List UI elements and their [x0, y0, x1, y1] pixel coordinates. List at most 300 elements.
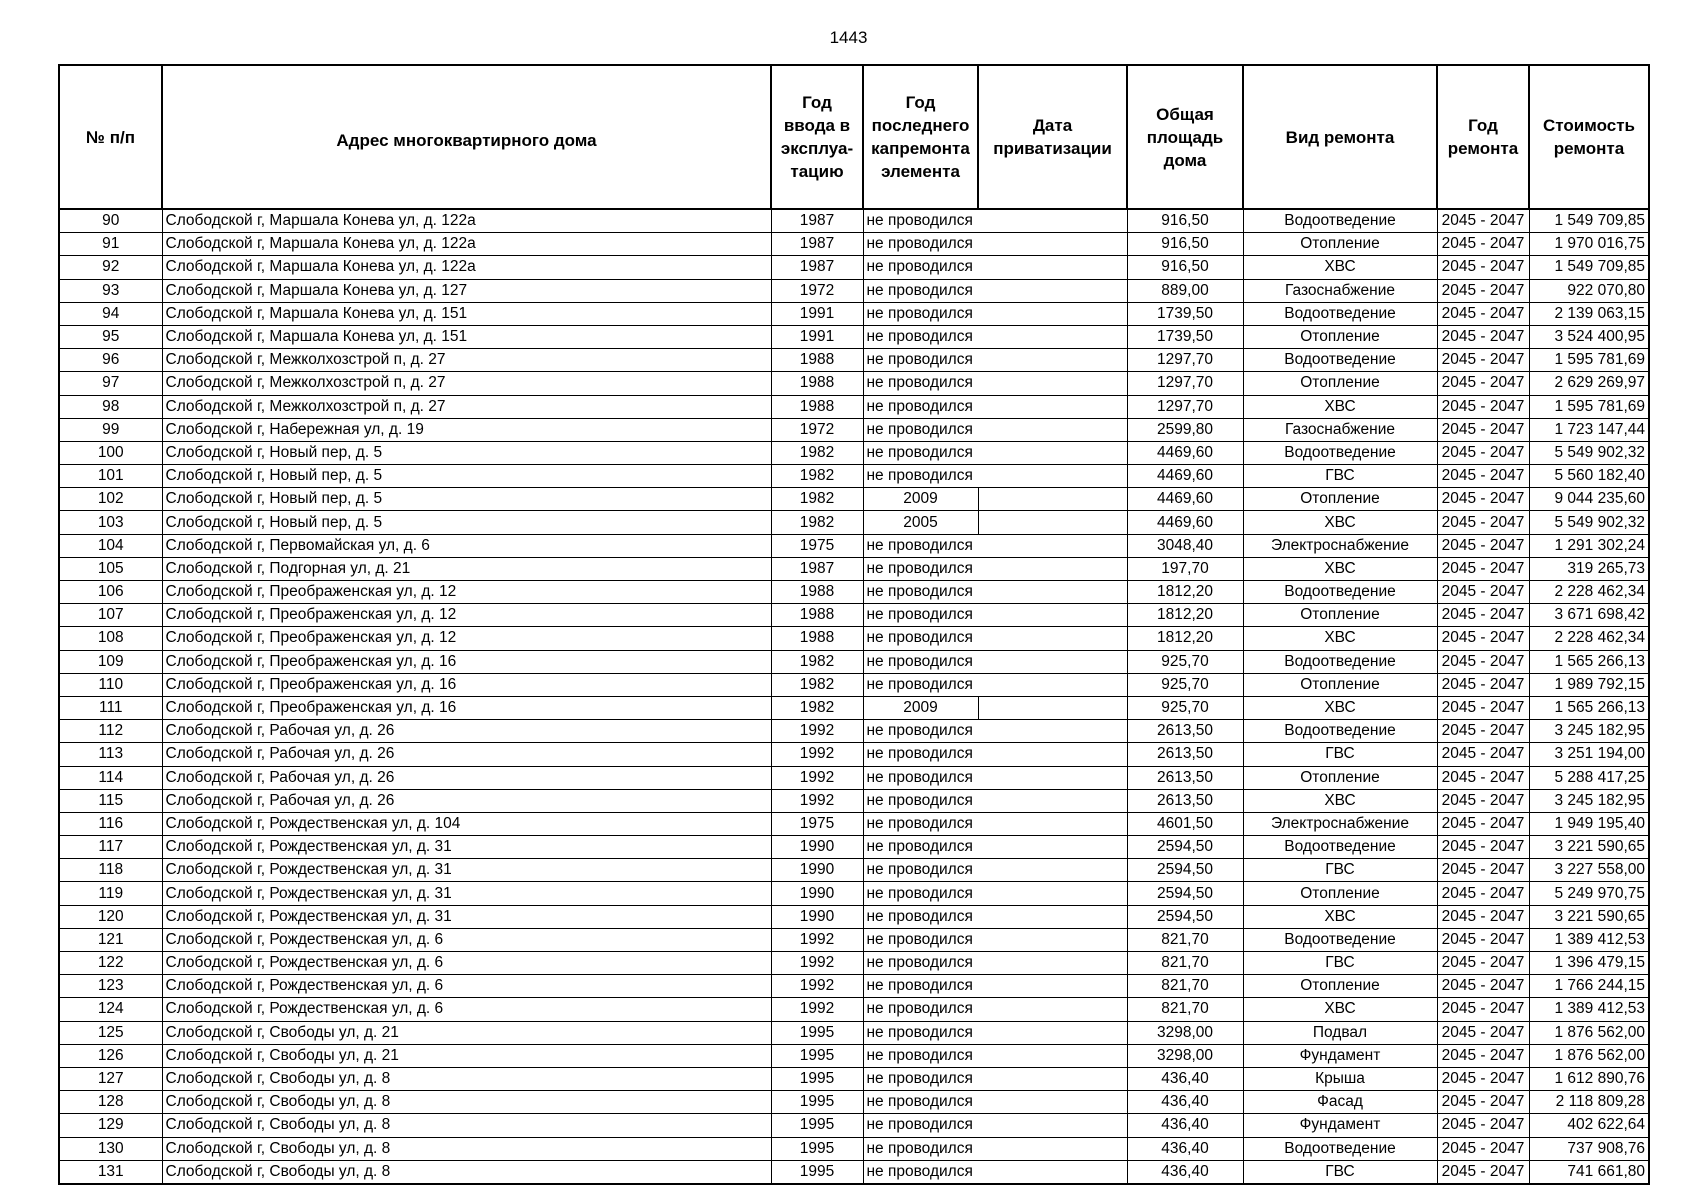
table-row [59, 256, 1649, 279]
row-cost: 922 070,80 [1529, 279, 1649, 302]
table-row [59, 604, 1649, 627]
row-number: 113 [59, 743, 162, 766]
row-cost: 2 228 462,34 [1529, 627, 1649, 650]
table-row [59, 1044, 1649, 1067]
header-address: Адрес многоквартирного дома [162, 65, 771, 209]
row-address: Слободской г, Преображенская ул, д. 16 [162, 650, 771, 673]
table-row [59, 534, 1649, 557]
row-cost: 741 661,80 [1529, 1160, 1649, 1184]
header-num: № п/п [59, 65, 162, 209]
row-privatization [978, 465, 1127, 488]
row-year-built: 1988 [771, 627, 863, 650]
row-privatization [978, 1137, 1127, 1160]
row-privatization [978, 209, 1127, 233]
row-address: Слободской г, Межколхозстрой п, д. 27 [162, 372, 771, 395]
row-cost: 3 221 590,65 [1529, 836, 1649, 859]
row-privatization [978, 998, 1127, 1021]
table-row [59, 1160, 1649, 1184]
row-privatization [978, 1091, 1127, 1114]
row-cost: 5 288 417,25 [1529, 766, 1649, 789]
row-number: 128 [59, 1091, 162, 1114]
table-row [59, 696, 1649, 719]
row-repair-years: 2045 - 2047 [1437, 418, 1529, 441]
row-number: 101 [59, 465, 162, 488]
row-number: 131 [59, 1160, 162, 1184]
row-year-built: 1988 [771, 604, 863, 627]
row-area: 436,40 [1127, 1067, 1243, 1090]
table-row [59, 650, 1649, 673]
row-year-built: 1987 [771, 209, 863, 233]
row-last-repair: не проводился [863, 1137, 978, 1160]
row-area: 2594,50 [1127, 859, 1243, 882]
row-privatization [978, 673, 1127, 696]
row-repair-type: Фундамент [1243, 1114, 1437, 1137]
row-last-repair: не проводился [863, 720, 978, 743]
row-address: Слободской г, Рабочая ул, д. 26 [162, 720, 771, 743]
row-cost: 1 723 147,44 [1529, 418, 1649, 441]
row-repair-years: 2045 - 2047 [1437, 928, 1529, 951]
row-last-repair: не проводился [863, 952, 978, 975]
row-area: 4469,60 [1127, 465, 1243, 488]
row-address: Слободской г, Рождественская ул, д. 31 [162, 905, 771, 928]
row-address: Слободской г, Рабочая ул, д. 26 [162, 766, 771, 789]
row-area: 821,70 [1127, 952, 1243, 975]
row-repair-type: Водоотведение [1243, 1137, 1437, 1160]
row-year-built: 1991 [771, 302, 863, 325]
row-area: 2594,50 [1127, 836, 1243, 859]
row-area: 889,00 [1127, 279, 1243, 302]
row-area: 925,70 [1127, 696, 1243, 719]
row-area: 821,70 [1127, 928, 1243, 951]
row-year-built: 1982 [771, 650, 863, 673]
row-repair-years: 2045 - 2047 [1437, 836, 1529, 859]
row-repair-type: ХВС [1243, 256, 1437, 279]
row-privatization [978, 256, 1127, 279]
row-repair-years: 2045 - 2047 [1437, 905, 1529, 928]
row-address: Слободской г, Рождественская ул, д. 31 [162, 859, 771, 882]
row-cost: 1 970 016,75 [1529, 233, 1649, 256]
row-repair-years: 2045 - 2047 [1437, 789, 1529, 812]
row-repair-type: Водоотведение [1243, 441, 1437, 464]
row-privatization [978, 650, 1127, 673]
row-last-repair: не проводился [863, 279, 978, 302]
row-area: 2594,50 [1127, 882, 1243, 905]
row-area: 1812,20 [1127, 604, 1243, 627]
row-privatization [978, 905, 1127, 928]
row-repair-years: 2045 - 2047 [1437, 534, 1529, 557]
table-row [59, 1091, 1649, 1114]
row-repair-type: Отопление [1243, 766, 1437, 789]
row-privatization [978, 325, 1127, 348]
row-number: 129 [59, 1114, 162, 1137]
row-number: 94 [59, 302, 162, 325]
row-repair-type: Водоотведение [1243, 928, 1437, 951]
row-cost: 1 595 781,69 [1529, 349, 1649, 372]
row-repair-type: Отопление [1243, 673, 1437, 696]
row-area: 1297,70 [1127, 395, 1243, 418]
row-repair-years: 2045 - 2047 [1437, 372, 1529, 395]
row-number: 106 [59, 581, 162, 604]
table-row [59, 418, 1649, 441]
row-area: 1297,70 [1127, 349, 1243, 372]
row-address: Слободской г, Рождественская ул, д. 6 [162, 975, 771, 998]
row-number: 126 [59, 1044, 162, 1067]
row-cost: 5 560 182,40 [1529, 465, 1649, 488]
row-repair-type: Газоснабжение [1243, 418, 1437, 441]
row-cost: 1 989 792,15 [1529, 673, 1649, 696]
row-address: Слободской г, Новый пер, д. 5 [162, 441, 771, 464]
table-body [59, 209, 1649, 1184]
row-privatization [978, 789, 1127, 812]
row-area: 4469,60 [1127, 441, 1243, 464]
row-area: 4601,50 [1127, 812, 1243, 835]
row-repair-type: Водоотведение [1243, 650, 1437, 673]
row-number: 124 [59, 998, 162, 1021]
table-row [59, 279, 1649, 302]
row-area: 4469,60 [1127, 511, 1243, 534]
row-last-repair: не проводился [863, 1114, 978, 1137]
header-privatization: Дата приватизации [978, 65, 1127, 209]
table-row [59, 557, 1649, 580]
row-area: 197,70 [1127, 557, 1243, 580]
row-repair-type: Отопление [1243, 604, 1437, 627]
row-repair-type: ХВС [1243, 789, 1437, 812]
row-year-built: 1995 [771, 1067, 863, 1090]
row-address: Слободской г, Свободы ул, д. 8 [162, 1160, 771, 1184]
row-address: Слободской г, Свободы ул, д. 8 [162, 1091, 771, 1114]
row-privatization [978, 604, 1127, 627]
row-cost: 3 227 558,00 [1529, 859, 1649, 882]
row-area: 2599,80 [1127, 418, 1243, 441]
row-year-built: 1975 [771, 534, 863, 557]
row-last-repair: не проводился [863, 812, 978, 835]
row-area: 925,70 [1127, 673, 1243, 696]
row-last-repair: не проводился [863, 302, 978, 325]
row-repair-years: 2045 - 2047 [1437, 952, 1529, 975]
row-repair-type: Водоотведение [1243, 349, 1437, 372]
row-last-repair: 2009 [863, 696, 978, 719]
table-row [59, 395, 1649, 418]
row-number: 103 [59, 511, 162, 534]
row-last-repair: не проводился [863, 418, 978, 441]
row-repair-type: Отопление [1243, 488, 1437, 511]
table-row [59, 627, 1649, 650]
row-area: 1812,20 [1127, 581, 1243, 604]
row-privatization [978, 395, 1127, 418]
row-address: Слободской г, Рождественская ул, д. 104 [162, 812, 771, 835]
row-year-built: 1972 [771, 418, 863, 441]
row-number: 108 [59, 627, 162, 650]
row-privatization [978, 581, 1127, 604]
row-privatization [978, 928, 1127, 951]
table-row [59, 325, 1649, 348]
row-year-built: 1991 [771, 325, 863, 348]
row-area: 2613,50 [1127, 789, 1243, 812]
row-year-built: 1992 [771, 766, 863, 789]
row-year-built: 1995 [771, 1137, 863, 1160]
row-last-repair: не проводился [863, 441, 978, 464]
row-privatization [978, 1021, 1127, 1044]
repair-table [58, 64, 1650, 1185]
row-number: 90 [59, 209, 162, 233]
row-address: Слободской г, Свободы ул, д. 21 [162, 1044, 771, 1067]
row-repair-type: Отопление [1243, 975, 1437, 998]
row-address: Слободской г, Рождественская ул, д. 31 [162, 836, 771, 859]
row-privatization [978, 1114, 1127, 1137]
row-number: 116 [59, 812, 162, 835]
table-row [59, 511, 1649, 534]
row-repair-type: ГВС [1243, 465, 1437, 488]
row-address: Слободской г, Набережная ул, д. 19 [162, 418, 771, 441]
row-repair-type: ГВС [1243, 859, 1437, 882]
row-area: 916,50 [1127, 233, 1243, 256]
row-address: Слободской г, Подгорная ул, д. 21 [162, 557, 771, 580]
row-last-repair: не проводился [863, 557, 978, 580]
row-year-built: 1982 [771, 488, 863, 511]
row-repair-years: 2045 - 2047 [1437, 859, 1529, 882]
row-address: Слободской г, Межколхозстрой п, д. 27 [162, 349, 771, 372]
row-privatization [978, 743, 1127, 766]
row-repair-years: 2045 - 2047 [1437, 975, 1529, 998]
row-privatization [978, 557, 1127, 580]
row-number: 99 [59, 418, 162, 441]
table-row [59, 1137, 1649, 1160]
row-area: 2613,50 [1127, 720, 1243, 743]
row-number: 98 [59, 395, 162, 418]
table-row [59, 928, 1649, 951]
table-row [59, 789, 1649, 812]
row-year-built: 1972 [771, 279, 863, 302]
row-privatization [978, 975, 1127, 998]
row-repair-type: ХВС [1243, 627, 1437, 650]
row-cost: 3 245 182,95 [1529, 789, 1649, 812]
table-row [59, 581, 1649, 604]
row-repair-type: Отопление [1243, 372, 1437, 395]
row-last-repair: не проводился [863, 928, 978, 951]
row-repair-years: 2045 - 2047 [1437, 998, 1529, 1021]
row-repair-type: Отопление [1243, 882, 1437, 905]
row-repair-type: Электроснабжение [1243, 812, 1437, 835]
row-privatization [978, 1044, 1127, 1067]
row-year-built: 1992 [771, 720, 863, 743]
row-last-repair: не проводился [863, 256, 978, 279]
row-year-built: 1982 [771, 696, 863, 719]
row-area: 916,50 [1127, 209, 1243, 233]
row-cost: 3 671 698,42 [1529, 604, 1649, 627]
row-number: 110 [59, 673, 162, 696]
table-row [59, 766, 1649, 789]
row-last-repair: не проводился [863, 650, 978, 673]
row-year-built: 1990 [771, 859, 863, 882]
row-repair-type: ХВС [1243, 557, 1437, 580]
row-last-repair: не проводился [863, 465, 978, 488]
row-repair-years: 2045 - 2047 [1437, 1044, 1529, 1067]
row-repair-type: Газоснабжение [1243, 279, 1437, 302]
row-cost: 2 228 462,34 [1529, 581, 1649, 604]
table-row [59, 209, 1649, 233]
header-repair-years: Год ремонта [1437, 65, 1529, 209]
row-repair-years: 2045 - 2047 [1437, 325, 1529, 348]
row-last-repair: не проводился [863, 581, 978, 604]
table-header-row [59, 65, 1649, 209]
row-privatization [978, 302, 1127, 325]
row-area: 3048,40 [1127, 534, 1243, 557]
row-address: Слободской г, Межколхозстрой п, д. 27 [162, 395, 771, 418]
row-area: 436,40 [1127, 1137, 1243, 1160]
row-repair-type: ХВС [1243, 905, 1437, 928]
table-row [59, 952, 1649, 975]
row-cost: 2 139 063,15 [1529, 302, 1649, 325]
table-row [59, 349, 1649, 372]
row-year-built: 1990 [771, 836, 863, 859]
row-address: Слободской г, Новый пер, д. 5 [162, 465, 771, 488]
table-row [59, 720, 1649, 743]
row-area: 1739,50 [1127, 325, 1243, 348]
row-area: 436,40 [1127, 1114, 1243, 1137]
row-repair-years: 2045 - 2047 [1437, 1114, 1529, 1137]
row-privatization [978, 511, 1127, 534]
header-last-repair: Год последнего капремонта элемента [863, 65, 978, 209]
row-repair-years: 2045 - 2047 [1437, 279, 1529, 302]
table-row [59, 975, 1649, 998]
row-cost: 1 389 412,53 [1529, 928, 1649, 951]
row-privatization [978, 279, 1127, 302]
row-area: 925,70 [1127, 650, 1243, 673]
row-repair-years: 2045 - 2047 [1437, 1067, 1529, 1090]
row-address: Слободской г, Свободы ул, д. 8 [162, 1067, 771, 1090]
row-address: Слободской г, Маршала Конева ул, д. 122а [162, 233, 771, 256]
row-year-built: 1995 [771, 1044, 863, 1067]
row-repair-years: 2045 - 2047 [1437, 650, 1529, 673]
row-repair-years: 2045 - 2047 [1437, 696, 1529, 719]
row-last-repair: не проводился [863, 766, 978, 789]
row-repair-years: 2045 - 2047 [1437, 1091, 1529, 1114]
row-repair-years: 2045 - 2047 [1437, 488, 1529, 511]
row-number: 118 [59, 859, 162, 882]
row-privatization [978, 1160, 1127, 1184]
row-year-built: 1990 [771, 905, 863, 928]
table-row [59, 673, 1649, 696]
row-repair-years: 2045 - 2047 [1437, 743, 1529, 766]
row-number: 91 [59, 233, 162, 256]
row-repair-years: 2045 - 2047 [1437, 627, 1529, 650]
row-year-built: 1995 [771, 1114, 863, 1137]
row-year-built: 1988 [771, 372, 863, 395]
row-repair-type: Водоотведение [1243, 720, 1437, 743]
row-address: Слободской г, Рождественская ул, д. 31 [162, 882, 771, 905]
row-number: 125 [59, 1021, 162, 1044]
row-year-built: 1992 [771, 743, 863, 766]
row-number: 107 [59, 604, 162, 627]
header-cost: Стоимость ремонта [1529, 65, 1649, 209]
row-cost: 1 291 302,24 [1529, 534, 1649, 557]
row-address: Слободской г, Рождественская ул, д. 6 [162, 998, 771, 1021]
row-area: 2613,50 [1127, 743, 1243, 766]
row-privatization [978, 812, 1127, 835]
row-privatization [978, 627, 1127, 650]
row-cost: 5 249 970,75 [1529, 882, 1649, 905]
row-repair-type: Отопление [1243, 233, 1437, 256]
row-year-built: 1990 [771, 882, 863, 905]
row-year-built: 1987 [771, 256, 863, 279]
row-area: 1812,20 [1127, 627, 1243, 650]
row-last-repair: не проводился [863, 349, 978, 372]
row-number: 114 [59, 766, 162, 789]
row-area: 916,50 [1127, 256, 1243, 279]
row-last-repair: не проводился [863, 882, 978, 905]
row-repair-type: Электроснабжение [1243, 534, 1437, 557]
row-privatization [978, 372, 1127, 395]
table-row [59, 1021, 1649, 1044]
row-privatization [978, 836, 1127, 859]
row-privatization [978, 441, 1127, 464]
table-row [59, 372, 1649, 395]
row-number: 95 [59, 325, 162, 348]
row-last-repair: не проводился [863, 209, 978, 233]
row-privatization [978, 488, 1127, 511]
row-last-repair: не проводился [863, 1067, 978, 1090]
row-number: 109 [59, 650, 162, 673]
row-area: 3298,00 [1127, 1021, 1243, 1044]
row-repair-type: ГВС [1243, 743, 1437, 766]
row-cost: 1 949 195,40 [1529, 812, 1649, 835]
row-last-repair: не проводился [863, 859, 978, 882]
table-row [59, 836, 1649, 859]
row-number: 123 [59, 975, 162, 998]
row-address: Слободской г, Первомайская ул, д. 6 [162, 534, 771, 557]
row-repair-type: Водоотведение [1243, 836, 1437, 859]
table-row [59, 905, 1649, 928]
row-number: 112 [59, 720, 162, 743]
row-cost: 1 389 412,53 [1529, 998, 1649, 1021]
row-cost: 3 221 590,65 [1529, 905, 1649, 928]
row-cost: 1 876 562,00 [1529, 1021, 1649, 1044]
row-repair-type: Фундамент [1243, 1044, 1437, 1067]
row-last-repair: не проводился [863, 743, 978, 766]
row-cost: 9 044 235,60 [1529, 488, 1649, 511]
row-repair-years: 2045 - 2047 [1437, 557, 1529, 580]
row-address: Слободской г, Рождественская ул, д. 6 [162, 928, 771, 951]
row-last-repair: не проводился [863, 836, 978, 859]
row-cost: 737 908,76 [1529, 1137, 1649, 1160]
row-last-repair: не проводился [863, 673, 978, 696]
row-repair-type: Водоотведение [1243, 581, 1437, 604]
row-address: Слободской г, Рабочая ул, д. 26 [162, 743, 771, 766]
row-cost: 402 622,64 [1529, 1114, 1649, 1137]
row-address: Слободской г, Преображенская ул, д. 12 [162, 604, 771, 627]
row-address: Слободской г, Маршала Конева ул, д. 151 [162, 302, 771, 325]
row-number: 104 [59, 534, 162, 557]
row-address: Слободской г, Новый пер, д. 5 [162, 488, 771, 511]
row-address: Слободской г, Маршала Конева ул, д. 122а [162, 256, 771, 279]
row-privatization [978, 696, 1127, 719]
row-last-repair: не проводился [863, 534, 978, 557]
row-address: Слободской г, Преображенская ул, д. 12 [162, 627, 771, 650]
row-area: 821,70 [1127, 998, 1243, 1021]
row-address: Слободской г, Свободы ул, д. 8 [162, 1114, 771, 1137]
row-last-repair: не проводился [863, 627, 978, 650]
row-repair-years: 2045 - 2047 [1437, 766, 1529, 789]
row-cost: 1 595 781,69 [1529, 395, 1649, 418]
row-repair-years: 2045 - 2047 [1437, 604, 1529, 627]
row-privatization [978, 859, 1127, 882]
row-number: 127 [59, 1067, 162, 1090]
table-row [59, 233, 1649, 256]
row-last-repair: не проводился [863, 998, 978, 1021]
row-area: 436,40 [1127, 1160, 1243, 1184]
row-year-built: 1987 [771, 233, 863, 256]
row-area: 1297,70 [1127, 372, 1243, 395]
